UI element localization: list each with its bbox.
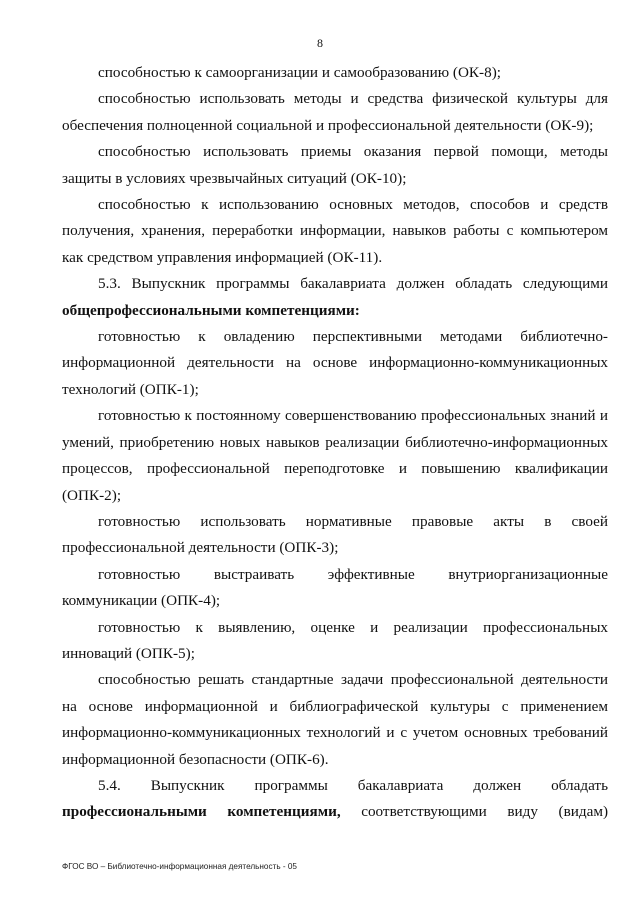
- paragraph-opk3: готовностью использовать нормативные правовые акты в своей профессиональной деятельности (ОПК-3);: [62, 512, 608, 557]
- paragraph-ok9: способностью использовать методы и средства физической культуры для обеспечения полноценной социальной и профессиональной деятельности (ОК-9);: [62, 90, 608, 134]
- document-footer: ФГОС ВО – Библиотечно-информационная деятельность - 05: [62, 862, 297, 871]
- page-number: 8: [317, 36, 323, 50]
- section-5-3-intro: 5.3. Выпускник программы бакалавриата должен обладать следующими: [98, 275, 608, 293]
- paragraph-ok8: способностью к самоорганизации и самообразованию (ОК-8);: [98, 64, 501, 81]
- paragraph-ok11: способностью к использованию основных методов, способов и средств получения, хранения, переработки информации, навыков работы с компьютером как средством управления информацией (ОК-11).: [62, 196, 608, 266]
- paragraph-opk6: способностью решать стандартные задачи профессиональной деятельности на основе информационной и библиографической культуры с применением информационно-коммуникационных технологий и с учетом основных требований информационной безопасности (ОПК-6).: [62, 671, 608, 768]
- paragraph-opk4: готовностью выстраивать эффективные внутриорганизационные коммуникации (ОПК-4);: [62, 565, 608, 610]
- professional-competences-heading: профессиональными компетенциями,: [62, 803, 341, 821]
- section-5-3-heading: [62, 298, 608, 324]
- paragraph-opk2: готовностью к постоянному совершенствованию профессиональных знаний и умений, приобретению новых навыков реализации библиотечно-информационных процессов, профессиональной переподготовке и повышению квалификации (ОПК-2);: [62, 407, 608, 504]
- document-body: [62, 60, 608, 826]
- paragraph-ok10: способностью использовать приемы оказания первой помощи, методы защиты в условиях чрезвычайных ситуаций (ОК-10);: [62, 143, 608, 187]
- section-5-4-continuation: [62, 799, 608, 825]
- paragraph-opk5: готовностью к выявлению, оценке и реализации профессиональных инноваций (ОПК-5);: [62, 618, 608, 662]
- section-5-4-tail: соответствующими виду (видам): [361, 803, 609, 821]
- competences-heading: общепрофессиональными компетенциями:: [62, 301, 360, 319]
- section-5-4-intro: 5.4. Выпускник программы бакалавриата должен обладать: [98, 776, 608, 794]
- paragraph-opk1: готовностью к овладению перспективными методами библиотечно-информационной деятельности на основе информационно-коммуникационных технологий (ОПК-1);: [62, 328, 608, 398]
